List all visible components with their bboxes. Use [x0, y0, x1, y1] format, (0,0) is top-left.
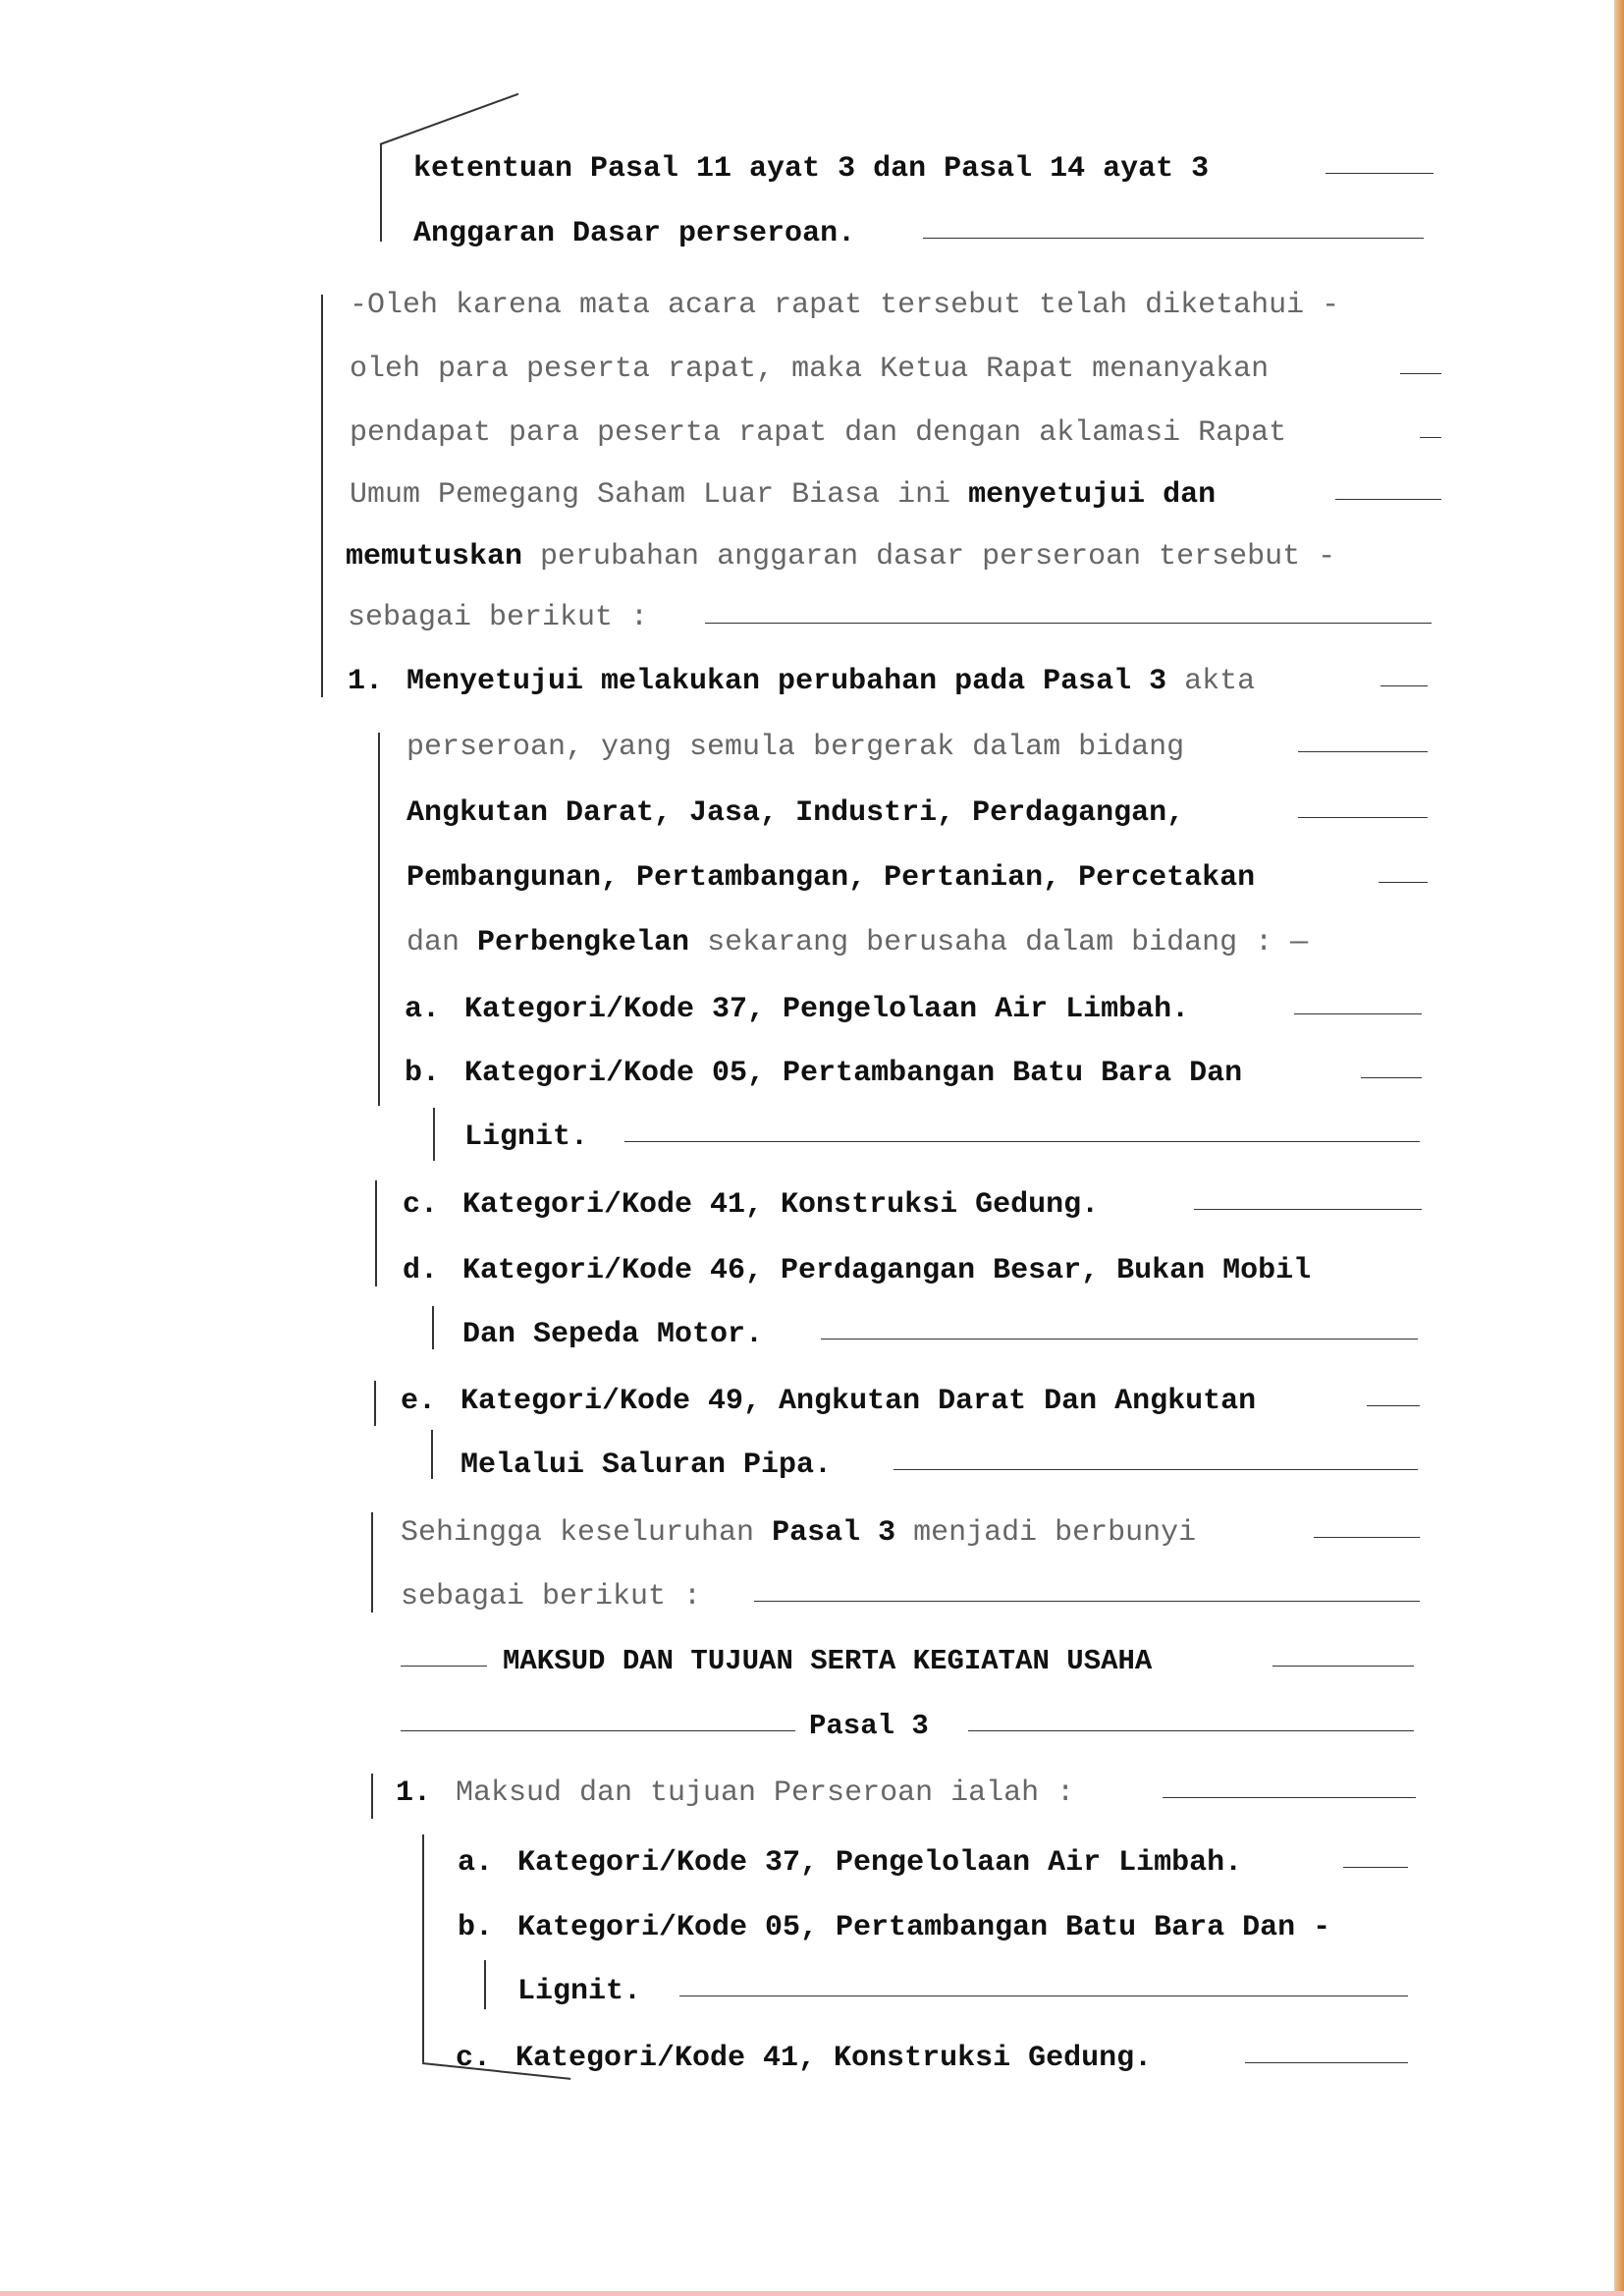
item-1-line-3: Angkutan Darat, Jasa, Industri, Perdagangan, — [406, 796, 1185, 830]
pen-mark-bar — [321, 295, 323, 697]
fill-dash — [1298, 817, 1428, 818]
pen-mark-bar — [378, 733, 380, 1106]
fill-dash — [1379, 882, 1428, 883]
pen-mark-bar — [431, 1430, 433, 1479]
item-1-d-continuation: Dan Sepeda Motor. — [462, 1318, 764, 1351]
fill-dash — [1194, 1209, 1422, 1210]
item-1-e-marker: e. — [401, 1385, 437, 1418]
item-1-line-5-rest: sekarang berusaha dalam bidang : — — [689, 926, 1309, 959]
pen-mark-bar — [375, 1180, 377, 1286]
fill-dash — [1294, 1013, 1422, 1014]
item-1-c-marker: c. — [403, 1188, 439, 1222]
fill-dash — [1361, 1077, 1422, 1078]
page-bottom-edge — [0, 2291, 1624, 2296]
summary-line-2: sebagai berikut : — [401, 1580, 702, 1613]
pen-mark-diagonal — [380, 93, 519, 145]
fill-dash — [401, 1666, 487, 1667]
item-1-c-text: Kategori/Kode 41, Konstruksi Gedung. — [462, 1188, 1100, 1222]
para-line-6: sebagai berikut : — [348, 601, 649, 634]
pasal-b-text: Kategori/Kode 05, Pertambangan Batu Bara Dan - — [517, 1911, 1331, 1944]
fill-dash — [893, 1469, 1418, 1470]
para-line-5 — [346, 537, 1335, 576]
para-line-4 — [350, 475, 1216, 515]
fill-dash — [1400, 373, 1441, 374]
fill-dash — [1367, 1405, 1420, 1406]
item-1-e-continuation: Melalui Saluran Pipa. — [460, 1449, 833, 1482]
item-1-line-5-text: dan — [406, 926, 478, 959]
fill-dash — [1326, 173, 1434, 174]
item-1-line-5 — [406, 923, 1308, 962]
pasal-item-text: Maksud dan tujuan Perseroan ialah : — [456, 1777, 1075, 1810]
fill-dash — [1272, 1666, 1414, 1667]
item-1-line-1-text: akta — [1166, 665, 1256, 698]
para-line-3: pendapat para peserta rapat dan dengan aklamasi Rapat — [350, 416, 1287, 450]
fill-dash — [1163, 1797, 1416, 1798]
pasal-heading: Pasal 3 — [809, 1710, 929, 1742]
item-1-b-continuation: Lignit. — [464, 1121, 589, 1154]
intro-line-1: ketentuan Pasal 11 ayat 3 dan Pasal 14 ayat 3 — [413, 152, 1210, 186]
fill-dash — [401, 1730, 795, 1731]
summary-line-1-text: Sehingga keseluruhan — [401, 1516, 773, 1550]
pen-mark-bar — [433, 1108, 435, 1161]
para-line-1: -Oleh karena mata acara rapat tersebut telah diketahui - — [350, 289, 1340, 322]
pasal-item-number: 1. — [396, 1777, 432, 1810]
item-1-line-2: perseroan, yang semula bergerak dalam bidang — [406, 731, 1185, 764]
item-1-a-marker: a. — [405, 993, 441, 1026]
fill-dash — [679, 1995, 1408, 1996]
intro-line-2: Anggaran Dasar perseroan. — [413, 217, 856, 250]
fill-dash — [1314, 1537, 1420, 1538]
pen-mark-bar — [371, 1774, 373, 1819]
pasal-c-marker: c. — [456, 2042, 492, 2075]
pen-mark-bar — [380, 143, 382, 242]
section-heading: MAKSUD DAN TUJUAN SERTA KEGIATAN USAHA — [503, 1645, 1153, 1677]
item-1-line-1 — [406, 662, 1255, 701]
para-line-5-text: perubahan anggaran dasar perseroan tersebut - — [522, 540, 1336, 574]
fill-dash — [968, 1730, 1414, 1731]
pen-mark-bar — [374, 1381, 376, 1426]
item-1-d-text: Kategori/Kode 46, Perdagangan Besar, Bukan Mobil — [462, 1254, 1312, 1287]
item-1-b-text: Kategori/Kode 05, Pertambangan Batu Bara Dan — [464, 1057, 1243, 1090]
item-1-a-text: Kategori/Kode 37, Pengelolaan Air Limbah. — [464, 993, 1190, 1026]
item-1-d-marker: d. — [403, 1254, 439, 1287]
item-1-line-5-bold: Perbengkelan — [477, 926, 690, 959]
page-edge — [1614, 0, 1624, 2296]
para-line-4-text: Umum Pemegang Saham Luar Biasa ini — [350, 478, 969, 512]
pasal-b-marker: b. — [458, 1911, 494, 1944]
pen-mark-bar — [484, 1960, 486, 2009]
fill-dash — [1298, 751, 1428, 752]
summary-line-1 — [401, 1513, 1196, 1553]
para-line-5-bold: memutuskan — [346, 540, 523, 574]
item-1-line-4: Pembangunan, Pertambangan, Pertanian, Percetakan — [406, 861, 1256, 895]
summary-line-1-bold: Pasal 3 — [772, 1516, 896, 1550]
fill-dash — [624, 1141, 1420, 1142]
item-1-b-marker: b. — [405, 1057, 441, 1090]
pen-mark-bar — [422, 1834, 424, 2062]
item-1-number: 1. — [348, 665, 384, 698]
fill-dash — [923, 238, 1424, 239]
para-line-4-bold: menyetujui dan — [968, 478, 1217, 512]
fill-dash — [1343, 1867, 1408, 1868]
pen-mark-bar — [371, 1512, 373, 1613]
fill-dash — [1420, 437, 1441, 438]
pasal-a-text: Kategori/Kode 37, Pengelolaan Air Limbah. — [517, 1846, 1243, 1880]
para-line-2: oleh para peserta rapat, maka Ketua Rapat menanyakan — [350, 353, 1270, 386]
pasal-a-marker: a. — [458, 1846, 494, 1880]
fill-dash — [1335, 499, 1441, 500]
item-1-line-1-bold: Menyetujui melakukan perubahan pada Pasal 3 — [406, 665, 1167, 698]
pasal-c-text: Kategori/Kode 41, Konstruksi Gedung. — [515, 2042, 1153, 2075]
pen-mark-bar — [432, 1306, 434, 1349]
fill-dash — [754, 1601, 1420, 1602]
fill-dash — [705, 623, 1432, 624]
fill-dash — [1245, 2062, 1408, 2063]
item-1-e-text: Kategori/Kode 49, Angkutan Darat Dan Angkutan — [460, 1385, 1257, 1418]
pasal-b-continuation: Lignit. — [517, 1975, 642, 2008]
summary-line-1-rest: menjadi berbunyi — [895, 1516, 1197, 1550]
fill-dash — [1380, 685, 1428, 686]
